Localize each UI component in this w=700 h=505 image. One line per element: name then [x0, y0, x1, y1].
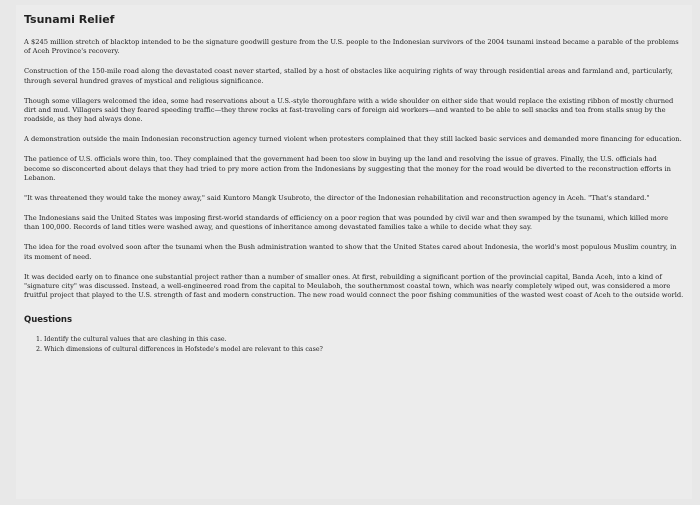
paragraph: The idea for the road evolved soon after the tsunami when the Bush administration wanted to show that the United States cared about Indonesia, the world's most populous Muslim country, in its moment of need.: [24, 243, 677, 261]
paragraph: It was decided early on to finance one substantial project rather than a number of smaller ones. At first, rebuilding a significant portion of the provincial capital, Banda Aceh, into a kind of "signature city" was discussed. Instead, a well-engineered road from the capital to Meulaboh, the southernmost coastal town, which was nearly completely wiped out, was considered a more fruitful project that played to the U.S. strength of fast and modern construction. The new road would connect the poor fishing communities of the wasted west coast of Aceh to the outside world.: [24, 272, 684, 300]
question-item: 2. Which dimensions of cultural differences in Hofstede's model are relevant to this case?: [36, 345, 323, 353]
question-item: 1. Identify the cultural values that are clashing in this case.: [36, 335, 227, 343]
questions-list: [24, 335, 684, 355]
document-page: [16, 5, 692, 499]
document-title: Tsunami Relief: [24, 13, 115, 26]
questions-heading: Questions: [24, 314, 73, 325]
paragraph: A demonstration outside the main Indonesian reconstruction agency turned violent when protesters complained that they still lacked basic services and demanded more financing for education.: [24, 135, 682, 144]
paragraph: Though some villagers welcomed the idea, some had reservations about a U.S.-style thoroughfare with a wide shoulder on either side that would replace the existing ribbon of mostly churned dirt and mud. Villagers said they feared speeding traffic—they threw rocks at fast-traveling cars of foreign aid workers—and wanted to be able to sell snacks and tea from stalls snug by the roadside, as they had always done.: [24, 96, 674, 124]
paragraph: A $245 million stretch of blacktop intended to be the signature goodwill gesture from the U.S. people to the Indonesian survivors of the 2004 tsunami instead became a parable of the problems of Aceh Province's recovery.: [24, 38, 679, 56]
paragraph: Construction of the 150-mile road along the devastated coast never started, stalled by a host of obstacles like acquiring rights of way through residential areas and farmland and, particularly, through several hundred graves of mystical and religious significance.: [24, 67, 673, 85]
paragraph: "It was threatened they would take the money away," said Kuntoro Mangk Usubroto, the director of the Indonesian rehabilitation and reconstruction agency in Aceh. "That's standard.": [24, 193, 650, 202]
paragraph: The patience of U.S. officials wore thin, too. They complained that the government had been too slow in buying up the land and resolving the issue of graves. Finally, the U.S. officials had become so disconcerted about delays that they had tried to pry more action from the Indonesians by suggesting that the money for the road would be diverted to the reconstruction efforts in Lebanon.: [24, 155, 671, 183]
paragraph: The Indonesians said the United States was imposing first-world standards of efficiency on a poor region that was pounded by civil war and then swamped by the tsunami, which killed more than 100,000. Records of land titles were washed away, and questions of inheritance among devastated families take a while to decide what they say.: [24, 213, 669, 232]
